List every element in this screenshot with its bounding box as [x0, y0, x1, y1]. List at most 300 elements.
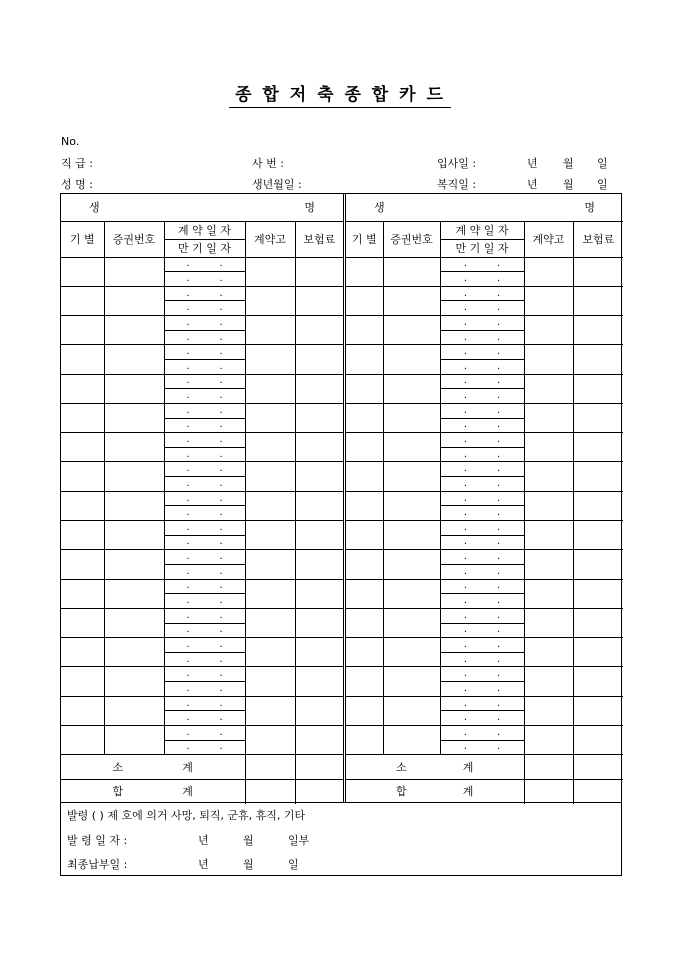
maturity-date-cell[interactable] [164, 711, 245, 726]
premium-cell[interactable] [295, 550, 343, 579]
section-header-left: 생 [374, 200, 385, 214]
category-cell[interactable] [61, 316, 104, 345]
date-dot: . [219, 624, 223, 636]
cert-no-cell[interactable] [383, 579, 440, 608]
maturity-date-cell[interactable] [164, 447, 245, 462]
date-dot: . [186, 536, 190, 548]
date-dot: . [463, 521, 467, 533]
cert-no-cell[interactable] [104, 726, 164, 755]
category-cell[interactable] [346, 345, 383, 374]
premium-cell[interactable] [573, 726, 623, 755]
contract-date-cell[interactable] [440, 667, 524, 682]
category-cell[interactable] [61, 257, 104, 286]
cert-no-cell[interactable] [104, 286, 164, 315]
maturity-date-cell[interactable] [440, 740, 524, 755]
date-dot: . [186, 521, 190, 533]
cert-no-cell[interactable] [383, 433, 440, 462]
contract-amount-cell[interactable] [524, 257, 573, 286]
premium-cell[interactable] [573, 433, 623, 462]
contract-amount-cell[interactable] [245, 608, 295, 637]
category-cell[interactable] [346, 726, 383, 755]
date-dot: . [186, 404, 190, 416]
maturity-date-cell[interactable] [440, 535, 524, 550]
date-dot: . [219, 419, 223, 431]
contract-amount-cell[interactable] [524, 608, 573, 637]
contract-date-cell[interactable] [440, 462, 524, 477]
maturity-date-cell[interactable] [164, 740, 245, 755]
category-cell[interactable] [61, 608, 104, 637]
date-dot: . [219, 521, 223, 533]
date-dot: . [497, 331, 501, 343]
contract-date-cell[interactable] [440, 286, 524, 301]
left-half [61, 194, 343, 802]
contract-date-cell[interactable] [440, 579, 524, 594]
premium-cell[interactable] [295, 286, 343, 315]
maturity-date-cell[interactable] [440, 330, 524, 345]
premium-cell[interactable] [573, 345, 623, 374]
date-dot: . [219, 448, 223, 460]
cert-no-cell[interactable] [104, 550, 164, 579]
date-dot: . [463, 609, 467, 621]
maturity-date-cell[interactable] [164, 301, 245, 316]
maturity-date-cell[interactable] [164, 535, 245, 550]
contract-amount-cell[interactable] [245, 638, 295, 667]
premium-cell[interactable] [573, 491, 623, 520]
date-dot: . [186, 741, 190, 753]
contract-amount-cell[interactable] [524, 462, 573, 491]
date-dot: . [186, 463, 190, 475]
date-dot: . [219, 258, 223, 270]
date-dot: . [497, 580, 501, 592]
contract-date-cell[interactable] [440, 257, 524, 272]
category-cell[interactable] [346, 638, 383, 667]
cert-no-cell[interactable] [104, 316, 164, 345]
premium-cell[interactable] [295, 462, 343, 491]
contract-amount-cell[interactable] [245, 521, 295, 550]
date-dot: . [497, 375, 501, 387]
contract-date-cell[interactable] [440, 550, 524, 565]
col-contract-date: 계 약 일 자 [440, 221, 524, 239]
category-cell[interactable] [61, 638, 104, 667]
contract-date-cell[interactable] [440, 726, 524, 741]
contract-date-cell[interactable] [164, 257, 245, 272]
premium-cell[interactable] [573, 286, 623, 315]
cert-no-cell[interactable] [383, 521, 440, 550]
col-contract-amount: 계약고 [245, 221, 295, 257]
date-dot: . [186, 653, 190, 665]
last-payment-day: 일 [288, 858, 299, 871]
maturity-date-cell[interactable] [164, 359, 245, 374]
contract-date-cell[interactable] [164, 726, 245, 741]
appointment-date-label: 발 령 일 자 : [67, 834, 128, 847]
date-dot: . [497, 609, 501, 621]
date-dot: . [219, 741, 223, 753]
date-dot: . [219, 653, 223, 665]
col-contract-date: 계 약 일 자 [164, 221, 245, 239]
total-row-amount[interactable] [524, 779, 573, 804]
date-dot: . [463, 287, 467, 299]
appointment-day: 일부 [288, 834, 310, 847]
cert-no-cell[interactable] [104, 491, 164, 520]
contract-amount-cell[interactable] [245, 696, 295, 725]
contract-amount-cell[interactable] [524, 433, 573, 462]
category-cell[interactable] [346, 257, 383, 286]
category-cell[interactable] [346, 550, 383, 579]
maturity-date-cell[interactable] [440, 447, 524, 462]
contract-amount-cell[interactable] [245, 403, 295, 432]
date-dot: . [219, 638, 223, 650]
date-dot: . [463, 668, 467, 680]
cert-no-cell[interactable] [104, 667, 164, 696]
subtotal-row [61, 755, 245, 780]
category-cell[interactable] [346, 433, 383, 462]
cert-no-cell[interactable] [104, 433, 164, 462]
date-dot: . [219, 551, 223, 563]
contract-date-cell[interactable] [164, 491, 245, 506]
date-dot: . [219, 682, 223, 694]
maturity-date-cell[interactable] [164, 506, 245, 521]
premium-cell[interactable] [573, 550, 623, 579]
contract-amount-cell[interactable] [245, 579, 295, 608]
category-cell[interactable] [61, 491, 104, 520]
contract-date-cell[interactable] [440, 316, 524, 331]
maturity-date-cell[interactable] [164, 594, 245, 609]
col-contract-amount: 계약고 [524, 221, 573, 257]
contract-amount-cell[interactable] [524, 374, 573, 403]
maturity-date-cell[interactable] [440, 682, 524, 697]
category-cell[interactable] [346, 316, 383, 345]
right-grid [346, 194, 623, 804]
cert-no-cell[interactable] [383, 726, 440, 755]
date-dot: . [497, 521, 501, 533]
cert-no-cell[interactable] [104, 638, 164, 667]
cert-no-cell[interactable] [383, 345, 440, 374]
maturity-date-cell[interactable] [164, 389, 245, 404]
cert-no-cell[interactable] [383, 403, 440, 432]
maturity-date-cell[interactable] [164, 682, 245, 697]
join-month-label: 월 [563, 157, 574, 170]
date-dot: . [186, 638, 190, 650]
contract-date-cell[interactable] [440, 638, 524, 653]
date-dot: . [497, 448, 501, 460]
subtotal-row-amount[interactable] [245, 755, 295, 780]
section-header [61, 194, 343, 221]
contract-amount-cell[interactable] [524, 550, 573, 579]
premium-cell[interactable] [295, 374, 343, 403]
maturity-date-cell[interactable] [440, 564, 524, 579]
maturity-date-cell[interactable] [440, 359, 524, 374]
contract-amount-cell[interactable] [524, 696, 573, 725]
maturity-date-cell[interactable] [440, 623, 524, 638]
contract-date-cell[interactable] [164, 316, 245, 331]
premium-cell[interactable] [295, 257, 343, 286]
date-dot: . [497, 551, 501, 563]
premium-cell[interactable] [573, 374, 623, 403]
cert-no-cell[interactable] [383, 491, 440, 520]
date-dot: . [463, 316, 467, 328]
maturity-date-cell[interactable] [440, 477, 524, 492]
contract-date-cell[interactable] [164, 521, 245, 536]
date-dot: . [219, 404, 223, 416]
contract-date-cell[interactable] [440, 345, 524, 360]
date-dot: . [497, 258, 501, 270]
date-dot: . [497, 697, 501, 709]
category-cell[interactable] [61, 521, 104, 550]
maturity-date-cell[interactable] [164, 477, 245, 492]
date-dot: . [219, 565, 223, 577]
reinstate-date-label: 복직일 : [437, 178, 477, 191]
contract-amount-cell[interactable] [524, 726, 573, 755]
date-dot: . [463, 741, 467, 753]
contract-date-cell[interactable] [164, 550, 245, 565]
no-label: No. [61, 135, 80, 148]
contract-date-cell[interactable] [440, 521, 524, 536]
contract-amount-cell[interactable] [245, 491, 295, 520]
premium-cell[interactable] [573, 316, 623, 345]
date-dot: . [186, 434, 190, 445]
contract-date-cell[interactable] [440, 433, 524, 448]
category-cell[interactable] [346, 403, 383, 432]
contract-amount-cell[interactable] [524, 667, 573, 696]
contract-amount-cell[interactable] [524, 286, 573, 315]
premium-cell[interactable] [295, 608, 343, 637]
total-row-premium[interactable] [573, 779, 623, 804]
left-grid [61, 194, 343, 804]
premium-cell[interactable] [573, 579, 623, 608]
contract-date-cell[interactable] [164, 696, 245, 711]
premium-cell[interactable] [295, 403, 343, 432]
cert-no-cell[interactable] [383, 667, 440, 696]
date-dot: . [219, 434, 223, 445]
contract-amount-cell[interactable] [245, 316, 295, 345]
maturity-date-cell[interactable] [440, 594, 524, 609]
category-cell[interactable] [346, 696, 383, 725]
contract-amount-cell[interactable] [524, 638, 573, 667]
premium-cell[interactable] [295, 345, 343, 374]
maturity-date-cell[interactable] [164, 418, 245, 433]
contract-date-cell[interactable] [164, 433, 245, 448]
contract-date-cell[interactable] [164, 579, 245, 594]
category-cell[interactable] [346, 608, 383, 637]
cert-no-cell[interactable] [383, 550, 440, 579]
contract-date-cell[interactable] [164, 403, 245, 418]
contract-date-cell[interactable] [164, 462, 245, 477]
category-cell[interactable] [61, 667, 104, 696]
premium-cell[interactable] [295, 696, 343, 725]
date-dot: . [497, 638, 501, 650]
contract-amount-cell[interactable] [245, 550, 295, 579]
category-cell[interactable] [61, 550, 104, 579]
premium-cell[interactable] [295, 316, 343, 345]
date-dot: . [497, 726, 501, 738]
last-payment-label: 최종납부일 : [67, 858, 128, 871]
premium-cell[interactable] [295, 491, 343, 520]
cert-no-cell[interactable] [383, 257, 440, 286]
date-dot: . [186, 565, 190, 577]
date-dot: . [219, 712, 223, 724]
category-cell[interactable] [61, 579, 104, 608]
maturity-date-cell[interactable] [164, 623, 245, 638]
cert-no-cell[interactable] [383, 374, 440, 403]
category-cell[interactable] [346, 462, 383, 491]
contract-amount-cell[interactable] [524, 491, 573, 520]
maturity-date-cell[interactable] [440, 389, 524, 404]
contract-date-cell[interactable] [164, 608, 245, 623]
contract-date-cell[interactable] [164, 667, 245, 682]
date-dot: . [497, 624, 501, 636]
cert-no-cell[interactable] [383, 608, 440, 637]
cert-no-cell[interactable] [383, 462, 440, 491]
contract-amount-cell[interactable] [245, 286, 295, 315]
maturity-date-cell[interactable] [440, 301, 524, 316]
subtotal-row-amount[interactable] [524, 755, 573, 780]
premium-cell[interactable] [573, 696, 623, 725]
cert-no-cell[interactable] [383, 696, 440, 725]
contract-date-cell[interactable] [164, 286, 245, 301]
cert-no-cell[interactable] [104, 579, 164, 608]
premium-cell[interactable] [295, 667, 343, 696]
cert-no-cell[interactable] [104, 608, 164, 637]
date-dot: . [219, 609, 223, 621]
maturity-date-cell[interactable] [440, 506, 524, 521]
date-dot: . [186, 507, 190, 519]
date-dot: . [219, 390, 223, 402]
reinstate-month-label: 월 [563, 178, 574, 191]
subtotal-label-left: 소 [112, 760, 124, 774]
date-dot: . [186, 609, 190, 621]
contract-date-cell[interactable] [440, 491, 524, 506]
date-dot: . [497, 477, 501, 489]
col-cert-no: 증권번호 [383, 221, 440, 257]
contract-amount-cell[interactable] [524, 316, 573, 345]
premium-cell[interactable] [573, 403, 623, 432]
maturity-date-cell[interactable] [440, 418, 524, 433]
maturity-date-cell[interactable] [164, 652, 245, 667]
subtotal-row-premium[interactable] [295, 755, 343, 780]
category-cell[interactable] [61, 286, 104, 315]
cert-no-cell[interactable] [383, 316, 440, 345]
date-dot: . [463, 302, 467, 314]
date-dot: . [186, 477, 190, 489]
premium-cell[interactable] [573, 257, 623, 286]
maturity-date-cell[interactable] [164, 272, 245, 287]
premium-cell[interactable] [573, 638, 623, 667]
contract-date-cell[interactable] [440, 608, 524, 623]
contract-amount-cell[interactable] [245, 726, 295, 755]
date-dot: . [463, 580, 467, 592]
col-cert-no: 증권번호 [104, 221, 164, 257]
contract-date-cell[interactable] [440, 696, 524, 711]
cert-no-cell[interactable] [104, 403, 164, 432]
category-cell[interactable] [346, 374, 383, 403]
premium-cell[interactable] [295, 726, 343, 755]
contract-amount-cell[interactable] [524, 579, 573, 608]
cert-no-cell[interactable] [104, 374, 164, 403]
category-cell[interactable] [61, 462, 104, 491]
maturity-date-cell[interactable] [440, 272, 524, 287]
date-dot: . [219, 595, 223, 607]
subtotal-row-premium[interactable] [573, 755, 623, 780]
date-dot: . [497, 419, 501, 431]
category-cell[interactable] [61, 374, 104, 403]
cert-no-cell[interactable] [104, 345, 164, 374]
cert-no-cell[interactable] [104, 462, 164, 491]
contract-amount-cell[interactable] [524, 521, 573, 550]
category-cell[interactable] [61, 433, 104, 462]
cert-no-cell[interactable] [383, 638, 440, 667]
date-dot: . [497, 536, 501, 548]
contract-amount-cell[interactable] [245, 257, 295, 286]
date-dot: . [463, 536, 467, 548]
category-cell[interactable] [346, 579, 383, 608]
premium-cell[interactable] [573, 521, 623, 550]
contract-amount-cell[interactable] [524, 403, 573, 432]
date-dot: . [497, 492, 501, 504]
contract-amount-cell[interactable] [245, 667, 295, 696]
contract-amount-cell[interactable] [524, 345, 573, 374]
premium-cell[interactable] [295, 638, 343, 667]
date-dot: . [186, 682, 190, 694]
cert-no-cell[interactable] [383, 286, 440, 315]
contract-date-cell[interactable] [440, 374, 524, 389]
contract-amount-cell[interactable] [245, 462, 295, 491]
maturity-date-cell[interactable] [440, 711, 524, 726]
date-dot: . [463, 434, 467, 445]
date-dot: . [463, 551, 467, 563]
contract-amount-cell[interactable] [245, 345, 295, 374]
cert-no-cell[interactable] [104, 696, 164, 725]
premium-cell[interactable] [295, 433, 343, 462]
category-cell[interactable] [61, 403, 104, 432]
contract-amount-cell[interactable] [245, 433, 295, 462]
category-cell[interactable] [61, 726, 104, 755]
contract-date-cell[interactable] [440, 403, 524, 418]
right-half [346, 194, 623, 802]
date-dot: . [186, 331, 190, 343]
premium-cell[interactable] [573, 608, 623, 637]
contract-date-cell[interactable] [164, 374, 245, 389]
premium-cell[interactable] [295, 579, 343, 608]
cert-no-cell[interactable] [104, 521, 164, 550]
date-dot: . [219, 580, 223, 592]
category-cell[interactable] [61, 696, 104, 725]
contract-date-cell[interactable] [164, 638, 245, 653]
category-cell[interactable] [346, 521, 383, 550]
category-cell[interactable] [346, 286, 383, 315]
category-cell[interactable] [346, 491, 383, 520]
contract-date-cell[interactable] [164, 345, 245, 360]
form-footer [61, 802, 621, 876]
total-row-amount[interactable] [245, 779, 295, 804]
maturity-date-cell[interactable] [440, 652, 524, 667]
date-dot: . [186, 624, 190, 636]
maturity-date-cell[interactable] [164, 330, 245, 345]
premium-cell[interactable] [573, 462, 623, 491]
total-row-premium[interactable] [295, 779, 343, 804]
premium-cell[interactable] [295, 521, 343, 550]
cert-no-cell[interactable] [104, 257, 164, 286]
category-cell[interactable] [346, 667, 383, 696]
category-cell[interactable] [61, 345, 104, 374]
date-dot: . [497, 302, 501, 314]
date-dot: . [463, 331, 467, 343]
maturity-date-cell[interactable] [164, 564, 245, 579]
premium-cell[interactable] [573, 667, 623, 696]
contract-amount-cell[interactable] [245, 374, 295, 403]
join-date-label: 입사일 : [437, 157, 477, 170]
date-dot: . [186, 492, 190, 504]
date-dot: . [497, 507, 501, 519]
